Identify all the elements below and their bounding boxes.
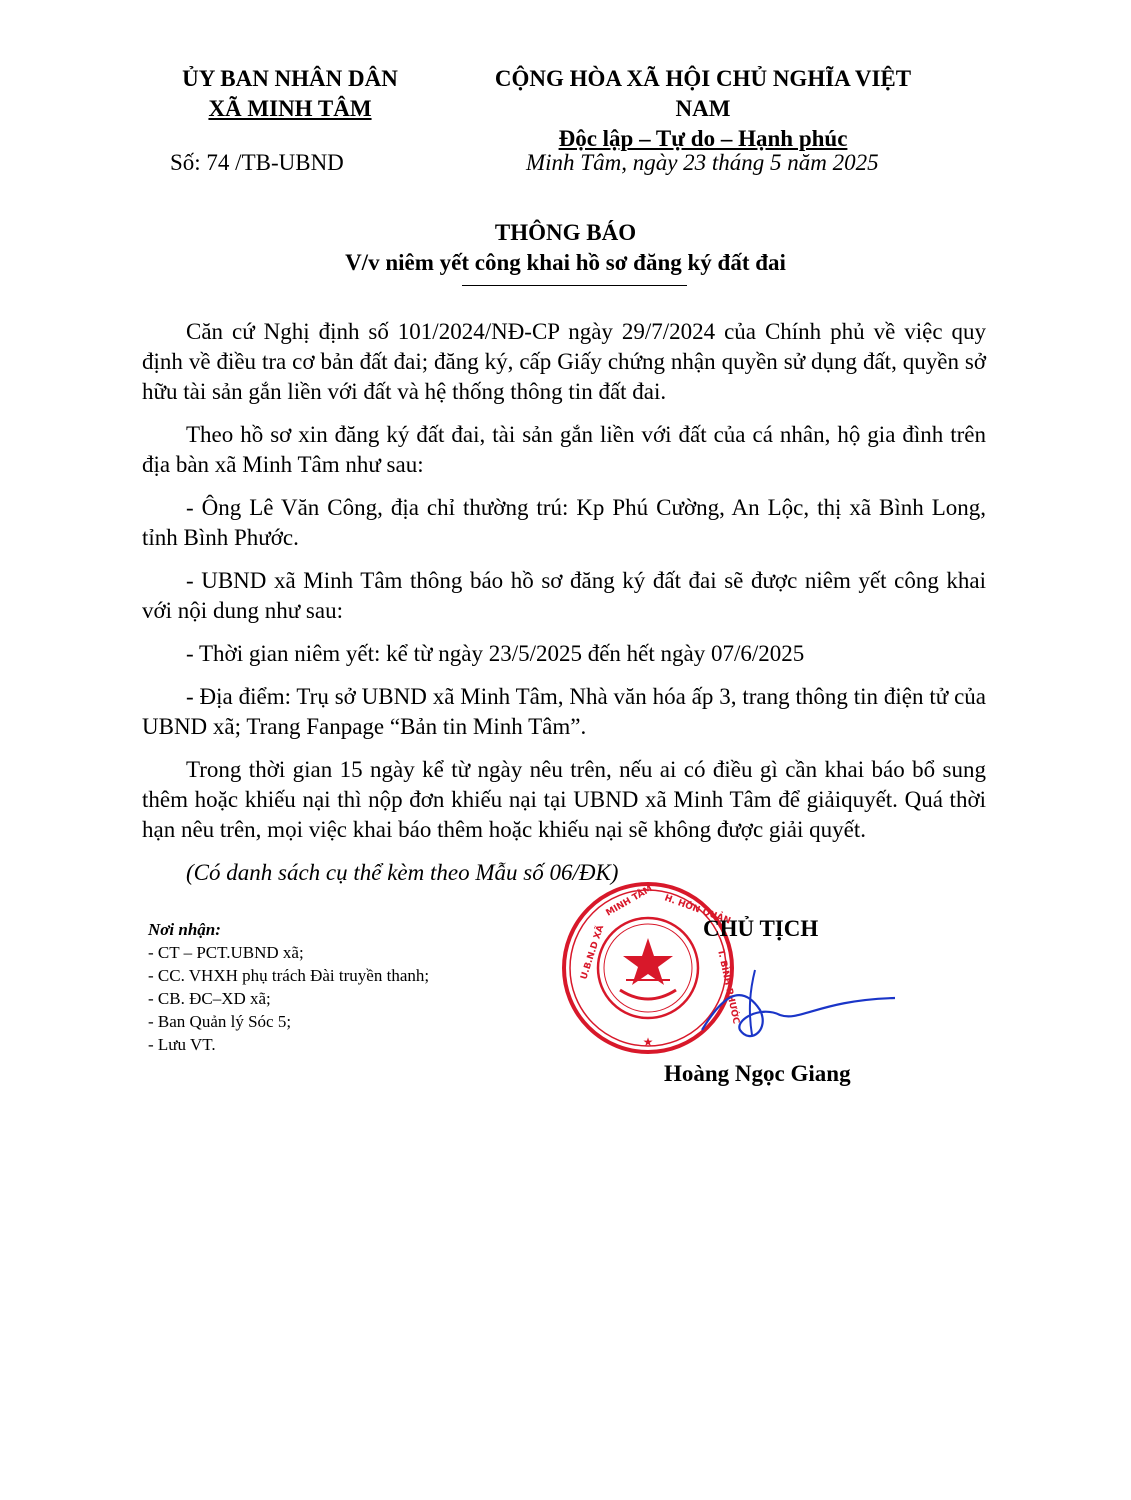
title-divider	[462, 285, 687, 286]
document-date: Minh Tâm, ngày 23 tháng 5 năm 2025	[526, 150, 879, 175]
document-title: THÔNG BÁO	[494, 220, 637, 245]
svg-text:H. HỚN QUẢN: H. HỚN QUẢN	[662, 893, 732, 927]
recipient-item: - CB. ĐC–XD xã;	[148, 989, 271, 1008]
seal-star-icon	[623, 938, 673, 985]
posting-period-paragraph: - Thời gian niêm yết: kể từ ngày 23/5/2025 đến hết ngày 07/6/2025	[186, 641, 805, 666]
intro-paragraph: Theo hồ sơ xin đăng ký đất đai, tài sản gắn liền với đất của cá nhân, hộ gia đình trên địa bàn xã Minh Tâm như sau:	[142, 422, 986, 477]
document-body	[142, 317, 986, 901]
svg-text:U.B.N.D XÃ: U.B.N.D XÃ	[579, 924, 607, 981]
posting-location-paragraph: - Địa điểm: Trụ sở UBND xã Minh Tâm, Nhà văn hóa ấp 3, trang thông tin điện tử của UBND xã; Trang Fanpage “Bản tin Minh Tâm”.	[142, 684, 986, 739]
svg-text:★: ★	[642, 1035, 654, 1049]
signer-title: CHỦ TỊCH	[703, 916, 819, 941]
document-subtitle: V/v niêm yết công khai hồ sơ đăng ký đất đai	[345, 250, 786, 275]
recipient-item: - CC. VHXH phụ trách Đài truyền thanh;	[148, 966, 430, 985]
svg-text:T. BÌNH PHƯỚC: T. BÌNH PHƯỚC	[715, 948, 741, 1025]
national-header	[468, 64, 938, 154]
national-motto: Độc lập – Tự do – Hạnh phúc	[558, 126, 848, 151]
recipient-item: - Lưu VT.	[148, 1035, 216, 1054]
svg-text:MINH TÂM: MINH TÂM	[604, 884, 655, 919]
national-title: CỘNG HÒA XÃ HỘI CHỦ NGHĨA VIỆT NAM	[494, 66, 912, 121]
attachment-note: (Có danh sách cụ thể kèm theo Mẫu số 06/ĐK)	[186, 860, 619, 885]
recipient-item: - CT – PCT.UBND xã;	[148, 943, 304, 962]
signer-name: Hoàng Ngọc Giang	[664, 1061, 851, 1086]
applicant-paragraph: - Ông Lê Văn Công, địa chỉ thường trú: Kp Phú Cường, An Lộc, thị xã Bình Long, tỉnh Bình Phước.	[142, 495, 986, 550]
legal-basis-paragraph: Căn cứ Nghị định số 101/2024/NĐ-CP ngày 29/7/2024 của Chính phủ về việc quy định về điều tra cơ bản đất đai; đăng ký, cấp Giấy chứng nhận quyền sử dụng đất, quyền sở hữu tài sản gắn liền với đất và hệ thống thông tin đất đai.	[142, 319, 986, 404]
authority-line-1: ỦY BAN NHÂN DÂN	[182, 66, 398, 91]
handwritten-signature-icon	[700, 960, 900, 1050]
complaint-paragraph: Trong thời gian 15 ngày kể từ ngày nêu trên, nếu ai có điều gì cần khai báo bổ sung thêm hoặc khiếu nại thì nộp đơn khiếu nại tại UBND xã Minh Tâm để giảiquyết. Quá thời hạn nêu trên, mọi việc khai báo thêm hoặc khiếu nại sẽ không được giải quyết.	[142, 757, 986, 842]
recipients-label: Nơi nhận:	[148, 920, 221, 939]
document-title-block	[0, 218, 1131, 278]
announcement-paragraph: - UBND xã Minh Tâm thông báo hồ sơ đăng ký đất đai sẽ được niêm yết công khai với nội dung như sau:	[142, 568, 986, 623]
issuing-authority	[150, 64, 430, 124]
recipients-block	[148, 918, 568, 1056]
recipient-item: - Ban Quản lý Sóc 5;	[148, 1012, 292, 1031]
authority-line-2: XÃ MINH TÂM	[208, 96, 372, 121]
document-number: Số: 74 /TB-UBND	[170, 150, 344, 175]
